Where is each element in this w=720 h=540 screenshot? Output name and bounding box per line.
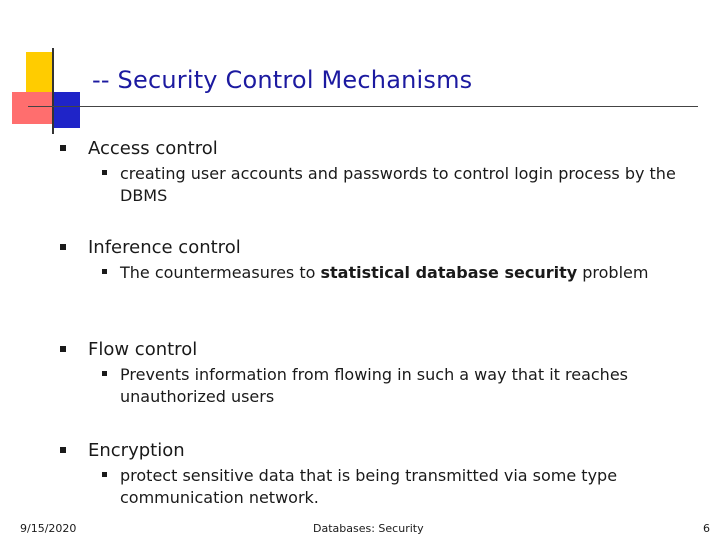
square-bullet-icon <box>60 346 66 352</box>
square-bullet-icon <box>102 269 107 274</box>
decorative-vertical-line <box>52 48 54 134</box>
decorative-blue-square <box>53 92 80 128</box>
slide-title: -- Security Control Mechanisms <box>92 66 473 94</box>
bullet-heading: Encryption <box>88 440 185 461</box>
bullet-detail: protect sensitive data that is being transmitted via some type communication network. <box>120 466 618 507</box>
bullet-heading: Flow control <box>88 339 198 360</box>
footer-date: 9/15/2020 <box>20 522 77 535</box>
decorative-yellow-square <box>26 52 53 92</box>
bullet-detail: The countermeasures to statistical database security problem <box>120 263 649 282</box>
bullet-heading: Access control <box>88 138 218 159</box>
decorative-red-square <box>12 92 53 124</box>
title-underline <box>28 106 698 107</box>
square-bullet-icon <box>102 371 107 376</box>
bullet-detail: creating user accounts and passwords to control login process by the DBMS <box>120 164 676 205</box>
square-bullet-icon <box>60 447 66 453</box>
page-number: 6 <box>703 522 710 535</box>
square-bullet-icon <box>60 244 66 250</box>
square-bullet-icon <box>60 145 66 151</box>
square-bullet-icon <box>102 472 107 477</box>
footer-title: Databases: Security <box>313 522 424 535</box>
bold-term: statistical database security <box>320 263 578 282</box>
square-bullet-icon <box>102 170 107 175</box>
bullet-heading: Inference control <box>88 237 241 258</box>
bullet-detail: Prevents information from flowing in such a way that it reaches unauthorized users <box>120 365 628 406</box>
